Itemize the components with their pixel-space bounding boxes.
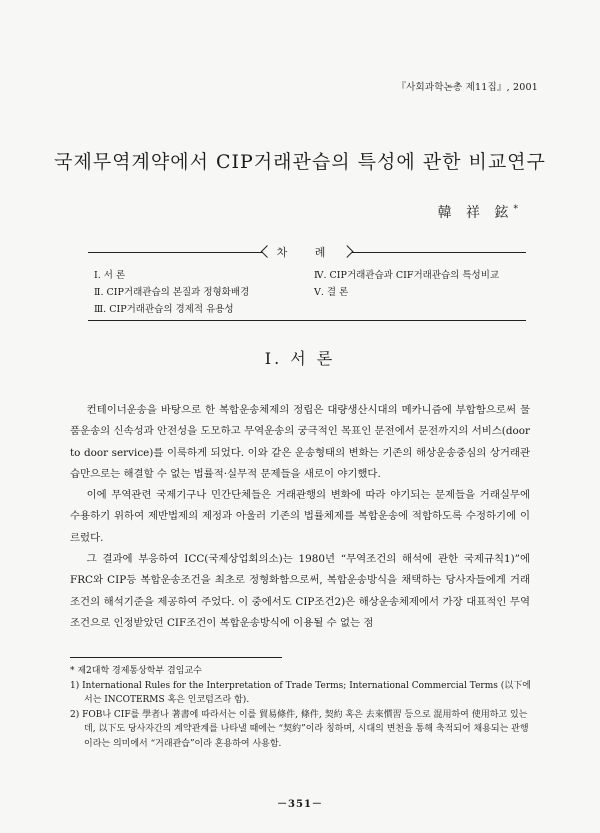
author-name: 韓 祥 鉉	[437, 205, 514, 221]
table-of-contents	[88, 246, 526, 321]
page-number: －351－	[277, 799, 323, 810]
footnotes	[70, 664, 532, 752]
toc-item: Ⅴ. 결 론	[314, 287, 349, 298]
toc-heading: 차 례	[263, 244, 352, 260]
author	[438, 202, 518, 222]
author-footnote-mark: *	[513, 204, 518, 215]
footnote: * 제2대학 경제통상학부 겸임교수	[70, 666, 202, 676]
toc-item: Ⅳ. CIP거래관습과 CIF거래관습의 특성비교	[314, 270, 500, 281]
footnote: 1) International Rules for the Interpretation of Trade Terms; International Commercial Terms (以下에서는 INCOTERMS 혹은 인코텀즈라 함).	[70, 680, 531, 706]
paragraph: 컨테이너운송을 바탕으로 한 복합운송체제의 정립은 대량생산시대의 메카니즘에 부합함으로써 물품운송의 신속성과 안전성을 도모하고 무역운송의 궁극적인 목표인 문전에서 문전까지의 서비스(door to door service)를 이룩하게 되었다. 이와 같은 운송형태의 변화는 기존의 해상운송중심의 상거래관습만으로는 해결할 수 없는 법률적·실무적 문제들을 새로이 야기했다.	[70, 404, 530, 480]
toc-left-column	[94, 267, 249, 318]
paragraph: 그 결과에 부응하여 ICC(국제상업회의소)는 1980년 “무역조건의 해석에 관한 국제규칙1)”에 FRC와 CIP등 복합운송조건을 최초로 정형화함으로써, 복합운송방식을 채택하는 당사자들에게 거래조건의 해석기준을 제공하여 주었다. 이 중에서도 CIP조건2)은 해상운송체제에서 가장 대표적인 무역조건으로 인정받았던 CIF조건이 복합운송방식에 이용될 수 없는 점	[70, 553, 530, 629]
footnote: 2) FOB나 CIF를 學者나 著書에 따라서는 이를 貿易條件, 條件, 契約 혹은 去來慣習 등으로 混用하여 使用하고 있는데, 以下도 당사자간의 계약관계를 나타낼 때에는 “契約”이라 칭하며, 시대의 변천을 통해 축적되어 채용되는 관행이라는 의미에서 “거래관습”이라 혼용하여 사용함.	[70, 709, 529, 749]
journal-citation: 『사회과학논총 제11집』, 2001	[396, 82, 538, 93]
toc-right-column	[314, 267, 499, 301]
footnote-divider	[70, 657, 282, 658]
paper-title: 국제무역계약에서 CIP거래관습의 특성에 관한 비교연구	[54, 151, 546, 173]
body-text	[70, 400, 530, 634]
toc-item: Ⅰ. 서 론	[94, 270, 126, 281]
toc-item: Ⅲ. CIP거래관습의 경제적 유용성	[94, 304, 234, 315]
toc-item: Ⅱ. CIP거래관습의 본질과 정형화배경	[94, 287, 250, 298]
section-heading: Ⅰ. 서 론	[264, 349, 336, 368]
paragraph: 이에 무역관련 국제기구나 민간단체들은 거래관행의 변화에 따라 야기되는 문제들을 거래실무에 수용하기 위하여 제반법제의 제정과 아울러 기존의 법률체제를 복합운송에 적합하도록 수정하기에 이르렀다.	[70, 489, 530, 544]
